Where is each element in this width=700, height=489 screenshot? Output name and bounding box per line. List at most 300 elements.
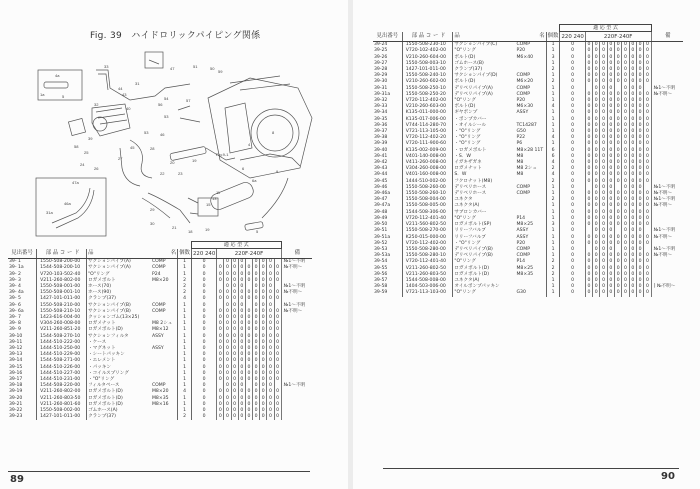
model-applicability-flag: 0 xyxy=(245,352,252,358)
part-name: デリベリパイプ(B) xyxy=(454,253,493,259)
model-applicability-flag: 0 xyxy=(560,92,585,98)
part-code: 1550-508-280-10 xyxy=(402,253,453,259)
model-applicability-flag: 0 xyxy=(615,123,622,129)
model-b-header: 220F·240F xyxy=(585,32,651,42)
model-applicability-flag: 0 xyxy=(274,309,281,315)
ref-number: 39-20 xyxy=(8,396,37,402)
model-applicability-flag: 0 xyxy=(615,272,622,278)
part-spec: TC14287 xyxy=(515,123,546,129)
ref-number: 39- 1a xyxy=(8,265,37,271)
model-applicability-flag: 0 xyxy=(636,179,643,185)
part-spec: COMP xyxy=(515,185,546,191)
model-applicability-flag: 0 xyxy=(245,402,252,408)
model-applicability-flag: 0 xyxy=(644,123,651,129)
model-applicability-flag: 0 xyxy=(191,284,216,290)
quantity: 1 xyxy=(546,61,560,67)
model-applicability-flag: 0 xyxy=(585,203,592,209)
svg-text:9: 9 xyxy=(276,169,279,174)
model-applicability-flag: 0 xyxy=(636,290,643,296)
model-applicability-flag: 0 xyxy=(217,334,224,340)
model-applicability-flag: 0 xyxy=(560,228,585,234)
model-applicability-flag: 0 xyxy=(636,259,643,265)
quantity: 4 xyxy=(178,389,192,395)
model-applicability-flag: 0 xyxy=(629,253,636,259)
ref-number: 39- 6a xyxy=(8,309,37,315)
model-applicability-flag: 0 xyxy=(615,79,622,85)
model-applicability-flag: 0 xyxy=(585,172,592,178)
quantity: 1 xyxy=(546,290,560,296)
part-code: 1444-510-227-00 xyxy=(37,371,87,377)
model-applicability-flag: 0 xyxy=(636,141,643,147)
part-name: ・シートパッキン xyxy=(88,352,125,358)
model-applicability-flag: 0 xyxy=(585,79,592,85)
model-applicability-flag: 0 xyxy=(217,396,224,402)
model-applicability-flag: 0 xyxy=(253,327,260,333)
model-applicability-flag: 0 xyxy=(267,284,274,290)
ref-number: 39-55 xyxy=(373,266,402,272)
model-applicability-flag: 0 xyxy=(274,414,281,420)
svg-text:30: 30 xyxy=(150,221,155,226)
model-applicability-flag: 0 xyxy=(615,222,622,228)
svg-text:1a: 1a xyxy=(40,92,45,97)
part-spec: M6×20 xyxy=(515,79,546,85)
model-applicability-flag: 0 xyxy=(253,414,260,420)
model-applicability-flag: 0 xyxy=(636,278,643,284)
model-applicability-flag: 0 xyxy=(600,67,607,73)
model-applicability-flag: 0 xyxy=(629,160,636,166)
col-header-name-b: 名 xyxy=(515,32,546,42)
model-applicability-flag: 0 xyxy=(560,247,585,253)
model-applicability-flag: 0 xyxy=(267,377,274,383)
model-applicability-flag: 0 xyxy=(622,253,629,259)
model-applicability-flag: 0 xyxy=(224,259,231,266)
model-applicability-flag: 0 xyxy=(231,290,238,296)
model-applicability-flag: 0 xyxy=(644,141,651,147)
model-applicability-flag: 0 xyxy=(629,259,636,265)
model-applicability-flag: 0 xyxy=(191,389,216,395)
model-applicability-flag: 0 xyxy=(560,166,585,172)
model-applicability-flag: 0 xyxy=(560,98,585,104)
part-spec: COMP xyxy=(515,247,546,253)
model-applicability-flag: 0 xyxy=(600,92,607,98)
model-applicability-flag: 0 xyxy=(600,79,607,85)
part-name: サクションパイプ(B) xyxy=(88,302,131,308)
model-applicability-flag: 0 xyxy=(615,73,622,79)
model-applicability-flag: 0 xyxy=(600,148,607,154)
model-applicability-flag: 0 xyxy=(622,117,629,123)
model-applicability-flag: 0 xyxy=(267,321,274,327)
model-applicability-flag: 0 xyxy=(191,278,216,284)
model-applicability-flag: 0 xyxy=(644,61,651,67)
model-applicability-flag: 0 xyxy=(253,340,260,346)
model-applicability-flag: 0 xyxy=(267,396,274,402)
model-applicability-flag: 0 xyxy=(600,253,607,259)
model-applicability-flag: 0 xyxy=(636,86,643,92)
model-applicability-flag: 0 xyxy=(217,414,224,420)
svg-text:25: 25 xyxy=(84,150,89,155)
model-applicability-flag: 0 xyxy=(585,98,592,104)
svg-text:56: 56 xyxy=(158,102,163,107)
part-code: 1550-508-280-00 xyxy=(402,247,453,253)
model-applicability-flag: 0 xyxy=(253,389,260,395)
model-applicability-flag: 0 xyxy=(607,55,614,61)
model-applicability-flag: 0 xyxy=(253,278,260,284)
part-code: V304-260-008-00 xyxy=(402,166,453,172)
model-applicability-flag: 0 xyxy=(607,290,614,296)
model-applicability-flag: 0 xyxy=(636,104,643,110)
model-applicability-flag: 0 xyxy=(629,203,636,209)
model-applicability-flag: 0 xyxy=(600,191,607,197)
part-spec: M8×35 xyxy=(151,396,178,402)
part-name: "O"リング xyxy=(454,215,476,221)
model-applicability-flag: 0 xyxy=(224,334,231,340)
model-applicability-flag: 0 xyxy=(260,383,267,389)
model-applicability-flag: 0 xyxy=(274,321,281,327)
model-applicability-flag: 0 xyxy=(560,86,585,92)
model-applicability-flag: 0 xyxy=(253,371,260,377)
model-applicability-flag: 0 xyxy=(260,371,267,377)
model-applicability-flag: 0 xyxy=(636,222,643,228)
part-code: V720-112-402-00 xyxy=(402,98,453,104)
model-applicability-flag: 0 xyxy=(560,148,585,154)
model-applicability-flag: 0 xyxy=(238,321,245,327)
model-applicability-flag: 0 xyxy=(644,222,651,228)
model-applicability-flag: 0 xyxy=(560,73,585,79)
model-applicability-flag: 0 xyxy=(600,86,607,92)
model-applicability-flag: 0 xyxy=(267,408,274,414)
model-applicability-flag: 0 xyxy=(245,371,252,377)
model-applicability-flag: 0 xyxy=(238,303,245,309)
model-applicability-flag: 0 xyxy=(224,309,231,315)
svg-text:23: 23 xyxy=(178,171,183,176)
part-name: ユネクタ(A) xyxy=(454,203,480,209)
model-applicability-flag: 0 xyxy=(622,42,629,49)
model-applicability-flag: 0 xyxy=(629,290,636,296)
quantity: 4 xyxy=(178,296,192,302)
model-applicability-flag: 0 xyxy=(644,67,651,73)
part-name: ロガメボルト(SP) xyxy=(454,222,492,228)
model-applicability-flag: 0 xyxy=(560,141,585,147)
figure-title: Fig. 39 ハイドロリックパイピング関係 xyxy=(90,31,261,41)
part-code: 1550-508-003-10 xyxy=(402,61,453,67)
model-applicability-flag: 0 xyxy=(615,110,622,116)
model-applicability-flag: 0 xyxy=(622,203,629,209)
col-header-name-b: 名 xyxy=(151,249,178,259)
part-spec: M8×20 xyxy=(151,278,178,284)
col-header-ref: 見出番号 xyxy=(373,32,402,42)
model-applicability-flag: 0 xyxy=(644,210,651,216)
part-name: ロガメナット xyxy=(454,166,482,172)
model-applicability-flag: 0 xyxy=(636,216,643,222)
model-applicability-flag: 0 xyxy=(607,166,614,172)
ref-number: 39-42 xyxy=(373,160,402,166)
model-applicability-flag: 0 xyxy=(600,48,607,54)
ref-number: 39-45 xyxy=(373,179,402,185)
model-applicability-flag: 0 xyxy=(593,154,600,160)
model-applicability-flag: 0 xyxy=(600,210,607,216)
model-applicability-flag: 0 xyxy=(622,98,629,104)
ref-number: 39-30 xyxy=(373,79,402,85)
model-applicability-flag: 0 xyxy=(231,284,238,290)
svg-text:31: 31 xyxy=(135,81,140,86)
part-code: 1444-510-002-00 xyxy=(402,179,453,185)
model-applicability-flag: 0 xyxy=(191,309,216,315)
model-applicability-flag: 0 xyxy=(238,389,245,395)
model-applicability-flag: 0 xyxy=(607,259,614,265)
part-name: ロガメボルト(D) xyxy=(88,389,123,395)
table-row xyxy=(8,414,312,420)
svg-text:31a: 31a xyxy=(46,210,53,215)
model-applicability-flag: 0 xyxy=(593,160,600,166)
model-applicability-flag: 0 xyxy=(274,346,281,352)
model-applicability-flag: 0 xyxy=(217,352,224,358)
model-applicability-flag: 0 xyxy=(607,241,614,247)
model-applicability-flag: 0 xyxy=(629,210,636,216)
part-code: 1550-508-002-00 xyxy=(37,408,87,414)
part-code: 1550-508-004-00 xyxy=(402,197,453,203)
model-applicability-flag: 0 xyxy=(644,98,651,104)
model-applicability-flag: 0 xyxy=(607,104,614,110)
model-applicability-flag: 0 xyxy=(585,197,592,203)
part-name: クランプ(37) xyxy=(454,67,483,73)
model-applicability-flag: 0 xyxy=(217,315,224,321)
model-applicability-flag: 0 xyxy=(585,290,592,296)
quantity: 1 xyxy=(178,358,192,364)
model-applicability-flag: 0 xyxy=(607,284,614,290)
model-applicability-flag: 0 xyxy=(274,340,281,346)
part-spec: ASSY xyxy=(151,346,178,352)
quantity: 1 xyxy=(546,92,560,98)
part-code: V210-260-604-00 xyxy=(402,55,453,61)
model-applicability-flag: 0 xyxy=(224,284,231,290)
model-applicability-flag: 0 xyxy=(224,303,231,309)
part-name: デリベリパイプ(A) xyxy=(454,91,493,97)
part-code: 1444-510-231-00 xyxy=(37,377,87,383)
ref-number: 39-56 xyxy=(373,272,402,278)
model-applicability-flag: 0 xyxy=(607,185,614,191)
model-applicability-flag: 0 xyxy=(600,290,607,296)
model-applicability-flag: 0 xyxy=(245,290,252,296)
part-code: 1423-616-004-00 xyxy=(37,315,87,321)
model-applicability-flag: 0 xyxy=(622,191,629,197)
part-code: 1427-101-011-00 xyxy=(37,414,87,420)
model-applicability-flag: 0 xyxy=(245,377,252,383)
svg-text:45: 45 xyxy=(130,145,135,150)
model-applicability-flag: 0 xyxy=(629,104,636,110)
part-code: K135-011-000-00 xyxy=(402,110,453,116)
quantity: 1 xyxy=(178,396,192,402)
model-applicability-flag: 0 xyxy=(629,247,636,253)
model-applicability-flag: 0 xyxy=(560,210,585,216)
model-applicability-flag: 0 xyxy=(593,247,600,253)
ref-number: 39-17 xyxy=(8,377,37,383)
model-applicability-flag: 0 xyxy=(585,259,592,265)
model-applicability-flag: 0 xyxy=(217,402,224,408)
model-applicability-flag: 0 xyxy=(217,272,224,278)
quantity: 1 xyxy=(178,346,192,352)
model-applicability-flag: 0 xyxy=(615,290,622,296)
part-code: 1550-508-005-00 xyxy=(402,203,453,209)
model-applicability-flag: 0 xyxy=(644,197,651,203)
quantity: 1 xyxy=(546,253,560,259)
part-name: "O"リング xyxy=(454,98,476,104)
model-applicability-flag: 0 xyxy=(607,92,614,98)
ref-number: 39-57 xyxy=(373,278,402,284)
model-applicability-flag: 0 xyxy=(629,166,636,172)
quantity: 1 xyxy=(546,228,560,234)
model-applicability-flag: 0 xyxy=(253,290,260,296)
model-applicability-flag: 0 xyxy=(191,383,216,389)
svg-text:43: 43 xyxy=(122,92,127,97)
part-code: V211-260-851-20 xyxy=(37,327,87,333)
model-applicability-flag: 0 xyxy=(629,228,636,234)
part-name: デリベリパイプ(A) xyxy=(454,85,493,91)
quantity: 1 xyxy=(546,284,560,290)
ref-number: 39-46 xyxy=(373,185,402,191)
model-applicability-flag: 0 xyxy=(622,241,629,247)
part-code: 1444-510-222-00 xyxy=(37,340,87,346)
svg-text:5: 5 xyxy=(256,229,259,234)
model-applicability-flag: 0 xyxy=(615,284,622,290)
part-code: 1550-508-270-00 xyxy=(402,228,453,234)
model-applicability-flag: 0 xyxy=(644,92,651,98)
remark: №1～不明 xyxy=(653,228,676,234)
model-a-header: 220 240 xyxy=(191,249,216,259)
ref-number: 39-31a xyxy=(373,92,402,98)
model-applicability-flag: 0 xyxy=(615,117,622,123)
part-spec: M8×25 xyxy=(515,266,546,272)
part-code: 1544-508-270-10 xyxy=(37,334,87,340)
model-applicability-flag: 0 xyxy=(593,290,600,296)
part-name: ・"O"リング xyxy=(454,141,481,147)
model-applicability-flag: 0 xyxy=(267,327,274,333)
model-applicability-flag: 0 xyxy=(274,352,281,358)
model-applicability-flag: 0 xyxy=(585,104,592,110)
model-applicability-flag: 0 xyxy=(615,48,622,54)
model-applicability-flag: 0 xyxy=(260,365,267,371)
model-applicability-flag: 0 xyxy=(231,377,238,383)
model-applicability-flag: 0 xyxy=(622,110,629,116)
model-applicability-flag: 0 xyxy=(607,73,614,79)
model-applicability-flag: 0 xyxy=(622,266,629,272)
model-applicability-flag: 0 xyxy=(607,278,614,284)
model-applicability-flag: 0 xyxy=(629,117,636,123)
model-applicability-flag: 0 xyxy=(593,166,600,172)
model-applicability-flag: 0 xyxy=(245,414,252,420)
part-name: リリーフバルブ xyxy=(454,228,486,234)
model-applicability-flag: 0 xyxy=(191,402,216,408)
svg-text:29: 29 xyxy=(150,207,155,212)
svg-text:50: 50 xyxy=(210,66,215,71)
model-applicability-flag: 0 xyxy=(615,92,622,98)
model-applicability-flag: 0 xyxy=(274,358,281,364)
model-applicability-flag: 0 xyxy=(191,414,216,420)
part-name: ロガメボルト(D) xyxy=(88,327,123,333)
model-applicability-flag: 0 xyxy=(636,166,643,172)
svg-text:6a: 6a xyxy=(252,178,257,183)
model-applicability-flag: 0 xyxy=(260,358,267,364)
model-applicability-flag: 0 xyxy=(607,86,614,92)
catalog-page-89 xyxy=(0,0,348,489)
model-applicability-flag: 0 xyxy=(600,278,607,284)
model-applicability-flag: 0 xyxy=(245,346,252,352)
quantity: 1 xyxy=(178,321,192,327)
model-applicability-flag: 0 xyxy=(231,371,238,377)
ref-number: 39-10 xyxy=(8,334,37,340)
model-applicability-flag: 0 xyxy=(260,278,267,284)
model-applicability-flag: 0 xyxy=(615,42,622,49)
model-applicability-flag: 0 xyxy=(622,160,629,166)
part-spec: M8 xyxy=(515,172,546,178)
model-applicability-flag: 0 xyxy=(231,402,238,408)
model-applicability-flag: 0 xyxy=(622,228,629,234)
model-applicability-flag: 0 xyxy=(622,154,629,160)
remark xyxy=(651,290,683,296)
part-name: クランプ(37) xyxy=(88,296,116,302)
quantity: 2 xyxy=(546,166,560,172)
part-code: V720-102-402-00 xyxy=(402,48,453,54)
ref-number: 39- 4 xyxy=(8,284,37,290)
model-applicability-flag: 0 xyxy=(191,315,216,321)
model-applicability-flag: 0 xyxy=(217,365,224,371)
svg-text:53: 53 xyxy=(164,114,169,119)
ref-number: 39-40 xyxy=(373,148,402,154)
model-applicability-flag: 0 xyxy=(644,154,651,160)
part-name: ・"O"リング xyxy=(454,135,481,141)
model-applicability-flag: 0 xyxy=(274,290,281,296)
col-header-qty: 個数 xyxy=(546,32,560,42)
part-code: V211-260-802-00 xyxy=(37,389,87,395)
model-applicability-flag: 0 xyxy=(231,383,238,389)
part-code: V211-260-803-50 xyxy=(37,396,87,402)
model-applicability-flag: 0 xyxy=(231,321,238,327)
model-applicability-flag: 0 xyxy=(629,67,636,73)
model-applicability-flag: 0 xyxy=(231,278,238,284)
model-applicability-flag: 0 xyxy=(231,352,238,358)
model-applicability-flag: 0 xyxy=(636,55,643,61)
model-group-header: 適 応 型 式 xyxy=(191,242,281,249)
ref-number: 39- 6 xyxy=(8,303,37,309)
model-applicability-flag: 0 xyxy=(607,222,614,228)
col-header-name: 品 xyxy=(87,249,151,259)
model-applicability-flag: 0 xyxy=(585,179,592,185)
model-applicability-flag: 0 xyxy=(274,396,281,402)
model-applicability-flag: 0 xyxy=(585,253,592,259)
svg-text:27: 27 xyxy=(118,156,123,161)
model-applicability-flag: 0 xyxy=(560,110,585,116)
quantity: 3 xyxy=(546,55,560,61)
model-applicability-flag: 0 xyxy=(593,197,600,203)
ref-number: 39- 3 xyxy=(8,278,37,284)
model-applicability-flag: 0 xyxy=(607,197,614,203)
model-applicability-flag: 0 xyxy=(622,172,629,178)
model-applicability-flag: 0 xyxy=(560,79,585,85)
ref-number: 39-36 xyxy=(373,123,402,129)
part-code: V720-111-900-60 xyxy=(402,141,453,147)
part-code: K135-002-009-00 xyxy=(402,148,453,154)
model-applicability-flag: 0 xyxy=(231,259,238,266)
model-applicability-flag: 0 xyxy=(245,265,252,271)
model-applicability-flag: 0 xyxy=(593,266,600,272)
model-applicability-flag: 0 xyxy=(267,334,274,340)
model-applicability-flag: 0 xyxy=(560,272,585,278)
model-applicability-flag: 0 xyxy=(600,259,607,265)
model-applicability-flag: 0 xyxy=(600,141,607,147)
model-applicability-flag: 0 xyxy=(607,117,614,123)
part-code: V720-112-402-20 xyxy=(402,135,453,141)
model-applicability-flag: 0 xyxy=(238,414,245,420)
ref-number: 39-44 xyxy=(373,172,402,178)
